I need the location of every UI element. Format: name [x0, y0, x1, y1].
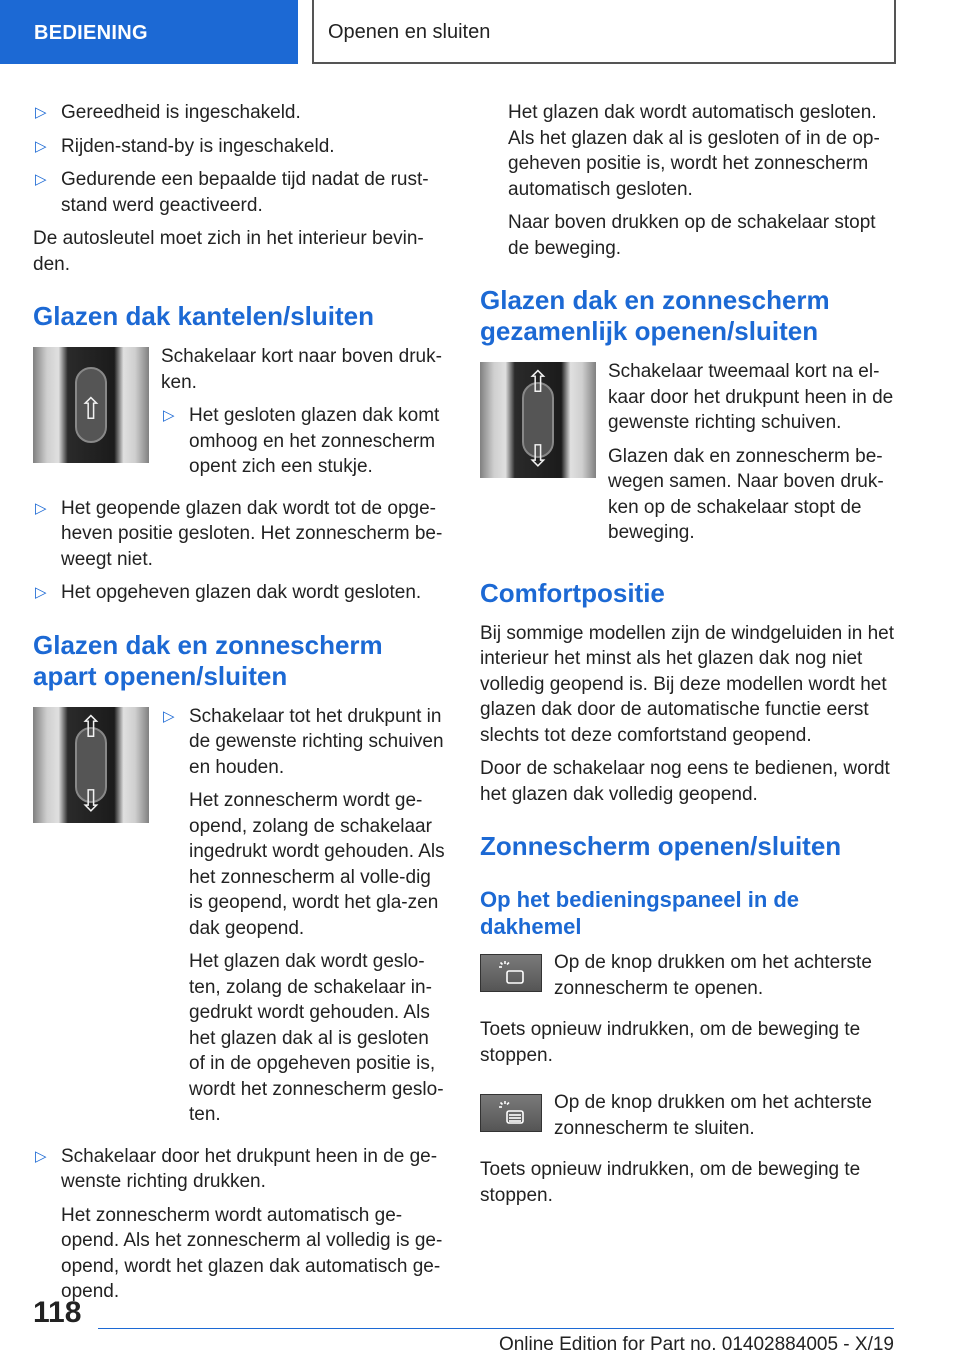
- heading-comfort: Comfortpositie: [480, 577, 665, 608]
- footer-divider: [98, 1328, 894, 1329]
- bullet-triangle-icon: ▷: [163, 707, 175, 725]
- section-tab: BEDIENING: [0, 0, 298, 64]
- edition-footer: Online Edition for Part no. 01402884005 - X/19: [498, 1334, 894, 1355]
- bullet-triangle-icon: ▷: [35, 499, 47, 517]
- figure-separate: [33, 704, 448, 1136]
- heading-tilt-close: Glazen dak kantelen/sluiten: [33, 301, 374, 331]
- figure-btn-open: Op de knop drukken om het achterste zonnescherm te openen.: [480, 950, 898, 1009]
- key-note: De autosleutel moet zich in het interieur bevin-den.: [33, 228, 424, 275]
- bullet-triangle-icon: ▷: [35, 1147, 47, 1165]
- list-item: ▷ Gereedheid is ingeschakeld.: [33, 100, 448, 126]
- list-item: ▷ Rijden-stand-by is ingeschakeld.: [33, 134, 448, 160]
- heading-sunshade: Zonnescherm openen/sluiten: [480, 831, 842, 861]
- page-number: 118: [33, 1296, 82, 1329]
- bullet-triangle-icon: ▷: [35, 584, 47, 601]
- subheading-roof-panel: Op het bedieningspaneel in de dakhemel: [480, 887, 800, 939]
- list-item: ▷ Het gesloten glazen dak komt omhoog en het zonnescherm opent zich een stukje.: [163, 405, 440, 477]
- heading-separate-open: Glazen dak en zonnescherm apart openen/sluiten: [33, 629, 383, 691]
- figure-tilt: ⇧ Schakelaar kort naar boven druk-ken. ▷ Het gesloten glazen dak komt omhoog en het zonnescherm opent zich een stukje.: [33, 344, 448, 488]
- bullet-triangle-icon: ▷: [35, 137, 47, 155]
- sunshade-close-icon: [480, 1094, 542, 1132]
- arrow-up-icon: ⇧: [525, 366, 551, 399]
- switch-photo: [33, 707, 149, 823]
- page-title: Openen en sluiten: [312, 0, 896, 64]
- switch-photo: [33, 347, 149, 463]
- bullet-triangle-icon: ▷: [163, 407, 175, 424]
- figure-btn-close: Op de knop drukken om het achterste zonnescherm te sluiten.: [480, 1090, 898, 1149]
- arrow-down-icon: ⇩: [78, 784, 104, 818]
- sunshade-open-icon: [480, 954, 542, 992]
- list-item: ▷ Schakelaar tot het drukpunt in de gewenste richting schuiven en houden. Het zonnescherm wordt ge-opend, zolang de schakelaar ingedrukt wordt gehouden. Als het zonnescherm al volle-dig is geopend, wordt het gla-zen dak geopend. Het glazen dak wordt geslo-ten, zolang de schakelaar in-gedrukt wordt gehouden. Als het glazen dak al is gesloten of in de opgeheven positie is, wordt het zonnescherm geslo-ten.: [163, 705, 445, 1125]
- right-column: Het glazen dak wordt automatisch gesloten. Als het glazen dak al is gesloten of in de op-geheven positie is, wordt het zonnescherm automatisch gesloten. Naar boven drukken op de schakelaar stopt de beweging. Glazen dak en zonnescherm gezamenlijk openen/sluiten ⇧ ⇩ Schakelaar tweemaal kort na el-kaar door het drukpunt heen in de gewenste richting schuiven. Glazen dak en zonnescherm be-wegen samen. Naar boven druk-ken op de schakelaar stopt de beweging. Comfortpositie Bij sommige modellen zijn de windgeluiden in het interieur het minst als het glazen dak nog niet volledig geopend is. Bij deze modellen wordt het glazen dak door de automatische functie eerst slechts tot deze comfortstand geopend. Door de schakelaar nog eens te bedienen, wordt het glazen dak volledig geopend. Zonnescherm openen/sluiten Op het bedieningspaneel in de dakhemel Op de knop drukken om het achterste zonnescherm te openen. Toets opnieuw indrukken, om de beweging te stoppen. Op de knop drukken om het achterste zonnescherm te sluiten. Toets opnieuw indrukken, om de beweging te stoppen.: [480, 100, 898, 1216]
- list-item: ▷ Gedurende een bepaalde tijd nadat de rust-stand werd geactiveerd.: [35, 169, 429, 216]
- heading-joint-open: Glazen dak en zonnescherm gezamenlijk openen/sluiten: [480, 285, 830, 346]
- left-column: [33, 100, 448, 1313]
- switch-photo: [480, 362, 596, 478]
- list-item: ▷ Het geopende glazen dak wordt tot de opge-heven positie gesloten. Het zonnescherm be-weegt niet.: [35, 497, 443, 570]
- arrow-up-icon: ⇧: [78, 393, 104, 426]
- arrow-down-icon: ⇩: [525, 440, 551, 473]
- list-item: ▷ Schakelaar door het drukpunt heen in de ge-wenste richting drukken. Het zonnescherm wordt automatisch ge-opend. Als het zonnescherm al volledig is ge-opend, wordt het glazen dak automatisch ge-opend.: [35, 1145, 443, 1302]
- bullet-triangle-icon: ▷: [35, 104, 47, 121]
- figure-joint: ⇧ ⇩ Schakelaar tweemaal kort na el-kaar door het drukpunt heen in de gewenste richting schuiven. Glazen dak en zonnescherm be-wegen samen. Naar boven druk-ken op de schakelaar stopt de beweging.: [480, 359, 898, 554]
- arrow-up-icon: ⇧: [78, 710, 104, 744]
- bullet-triangle-icon: ▷: [35, 171, 47, 188]
- list-item: ▷ Het opgeheven glazen dak wordt gesloten.: [33, 580, 448, 606]
